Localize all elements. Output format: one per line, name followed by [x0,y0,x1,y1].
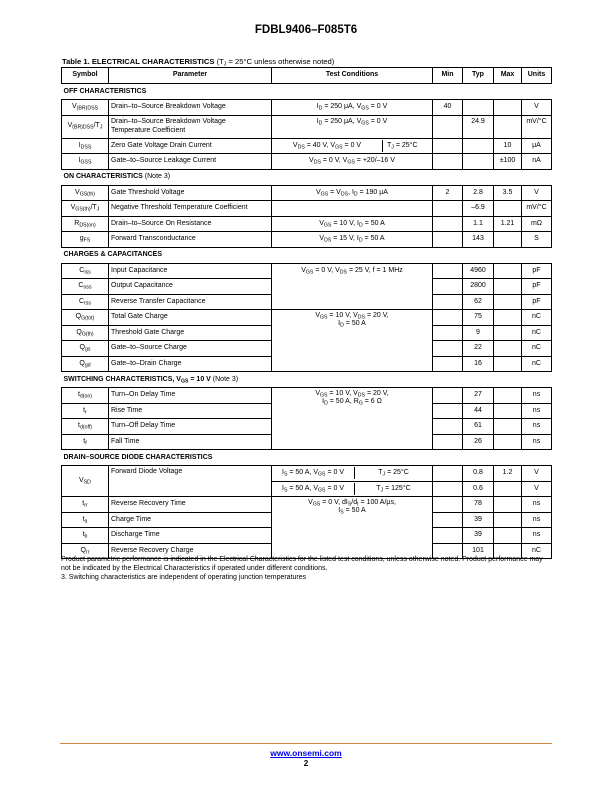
section-title: SWITCHING CHARACTERISTICS, $V_{GS} = 10$ V (Note 3) [63,375,239,385]
table-row [62,216,552,232]
performance-disclaimer: Product parametric performance is indicated in the Electrical Characteristics for the listed test conditions, unless otherwise noted. Product performance may not be indicated by the Electrical Characteristics if operated under different conditions. [61,556,543,572]
min-cell [433,434,463,450]
table-row [62,115,552,138]
typ-cell: 4960 [463,263,494,279]
table-row [62,263,552,279]
typ-cell [463,138,494,154]
typ-cell: 26 [463,434,494,450]
max-cell: 1.2 [494,466,522,482]
col-header-parameter: Parameter [109,68,272,84]
unit-cell: nC [522,543,552,559]
unit-cell: nC [522,310,552,326]
typ-cell: 27 [463,388,494,404]
symbol-cell: $V_{SD}$ [62,466,109,497]
conditions-cell: $V_{GS} = V_{DS}$, $I_D = 190$ μA [272,185,433,201]
max-cell [494,263,522,279]
max-cell [494,419,522,435]
unit-cell: ns [522,497,552,513]
max-cell [494,325,522,341]
typ-cell: 0.6 [463,481,494,497]
unit-cell: pF [522,263,552,279]
table-row [62,497,552,513]
symbol-cell: $V_{(BR)DSS}/T_J$ [62,115,109,138]
parameter-cell: Drain–to–Source Breakdown Voltage Temperature Coefficient [109,115,272,138]
typ-cell: 2800 [463,279,494,295]
parameter-cell: Charge Time [109,512,272,528]
min-cell [433,419,463,435]
conditions-cell: $V_{GS} = 10$ V, $I_D = 50$ A [272,216,433,232]
typ-cell: 78 [463,497,494,513]
parameter-cell: Discharge Time [109,528,272,544]
unit-cell: V [522,185,552,201]
symbol-cell: $V_{GS(th)}$ [62,185,109,201]
conditions-cell: $I_D = 250$ μA, $V_{GS} = 0$ V [272,115,433,138]
unit-cell: ns [522,512,552,528]
notes [61,556,553,582]
conditions-cell [272,466,433,482]
unit-cell: nC [522,341,552,357]
parameter-cell: Forward Diode Voltage [109,466,272,497]
unit-cell: ns [522,419,552,435]
min-cell [433,325,463,341]
symbol-cell: $Q_{gs}$ [62,341,109,357]
col-header-conditions: Test Conditions [272,68,433,84]
unit-cell: V [522,481,552,497]
min-cell [433,138,463,154]
min-cell [433,341,463,357]
symbol-cell: $Q_{rr}$ [62,543,109,559]
symbol-cell: $t_a$ [62,512,109,528]
unit-cell: nC [522,325,552,341]
max-cell [494,497,522,513]
typ-cell [463,154,494,170]
table-row [62,232,552,248]
min-cell [433,310,463,326]
symbol-cell: $Q_{gd}$ [62,356,109,372]
conditions-cell: $I_D = 250$ μA, $V_{GS} = 0$ V [272,100,433,116]
min-cell [433,294,463,310]
typ-cell: 16 [463,356,494,372]
max-cell [494,115,522,138]
parameter-cell: Turn–On Delay Time [109,388,272,404]
max-cell [494,434,522,450]
col-header-max: Max [494,68,522,84]
parameter-cell: Gate–to–Source Charge [109,341,272,357]
max-cell [494,388,522,404]
max-cell: 10 [494,138,522,154]
conditions-cell [272,481,433,497]
symbol-cell: $I_{GSS}$ [62,154,109,170]
unit-cell: mV/°C [522,115,552,138]
section-title: CHARGES & CAPACITANCES [63,251,163,259]
min-cell: 2 [433,185,463,201]
min-cell [433,263,463,279]
section-on [62,169,552,185]
table-row [62,310,552,326]
typ-cell: 9 [463,325,494,341]
conditions-cell: $V_{GS} = 10$ V, $V_{DS} = 20$ V, $I_D = 50$ A, $R_G = 6$ Ω [272,388,433,450]
max-cell [494,403,522,419]
parameter-cell: Turn–Off Delay Time [109,419,272,435]
parameter-cell: Fall Time [109,434,272,450]
typ-cell: 24.9 [463,115,494,138]
symbol-cell: $t_r$ [62,403,109,419]
min-cell [433,232,463,248]
parameter-cell: Forward Transconductance [109,232,272,248]
max-cell [494,294,522,310]
conditions-cell [272,201,433,217]
unit-cell: ns [522,403,552,419]
typ-cell: 39 [463,528,494,544]
footer-link[interactable]: www.onsemi.com [270,748,342,758]
table-caption [62,57,334,66]
typ-cell [463,100,494,116]
unit-cell: pF [522,294,552,310]
electrical-characteristics-table [61,67,552,559]
max-cell: 1.21 [494,216,522,232]
unit-cell: V [522,466,552,482]
parameter-cell: Reverse Recovery Time [109,497,272,513]
typ-cell: 22 [463,341,494,357]
typ-cell: 39 [463,512,494,528]
parameter-cell: Gate Threshold Voltage [109,185,272,201]
symbol-cell: $V_{GS(th)}/T_J$ [62,201,109,217]
col-header-units: Units [522,68,552,84]
parameter-cell: Output Capacitance [109,279,272,295]
parameter-cell: Reverse Transfer Capacitance [109,294,272,310]
parameter-cell: Reverse Recovery Charge [109,543,272,559]
document-title: FDBL9406–F085T6 [254,24,358,36]
conditions-cell: $V_{DS} = 15$ V, $I_D = 50$ A [272,232,433,248]
section-diode [62,450,552,466]
conditions-part: $V_{DS} = 40$ V, $V_{GS} = 0$ V [272,140,383,152]
symbol-cell: $t_f$ [62,434,109,450]
table-row [62,185,552,201]
max-cell [494,232,522,248]
min-cell [433,115,463,138]
unit-cell: pF [522,279,552,295]
max-cell [494,310,522,326]
symbol-cell: $C_{rss}$ [62,294,109,310]
symbol-cell: $g_{FS}$ [62,232,109,248]
min-cell [433,481,463,497]
max-cell [494,279,522,295]
table-row [62,388,552,404]
section-charges [62,247,552,263]
conditions-temp: $T_J = 125^\circ C$ [376,484,411,494]
min-cell [433,279,463,295]
section-title: OFF CHARACTERISTICS [63,87,147,95]
table-row [62,466,552,482]
parameter-cell: Drain–to–Source Breakdown Voltage [109,100,272,116]
unit-cell: ns [522,434,552,450]
conditions-part: $I_S = 50$ A, $V_{GS} = 0$ V [272,467,355,479]
parameter-cell: Rise Time [109,403,272,419]
symbol-cell: $V_{(BR)DSS}$ [62,100,109,116]
caption-note: ($T_J = 25^\circ C$ unless otherwise noted) [216,57,335,68]
parameter-cell: Total Gate Charge [109,310,272,326]
typ-cell: 44 [463,403,494,419]
typ-cell: 2.8 [463,185,494,201]
footer-divider [60,743,552,744]
unit-cell: mV/°C [522,201,552,217]
typ-cell: –6.9 [463,201,494,217]
table-row [62,100,552,116]
unit-cell: nA [522,154,552,170]
max-cell [494,512,522,528]
typ-cell: 143 [463,232,494,248]
symbol-cell: $t_{rr}$ [62,497,109,513]
max-cell [494,100,522,116]
parameter-cell: Gate–to–Drain Charge [109,356,272,372]
typ-cell: 1.1 [463,216,494,232]
symbol-cell: $C_{oss}$ [62,279,109,295]
min-cell [433,388,463,404]
max-cell: ±100 [494,154,522,170]
unit-cell: mΩ [522,216,552,232]
col-header-min: Min [433,68,463,84]
table-row [62,138,552,154]
symbol-cell: $R_{DS(on)}$ [62,216,109,232]
typ-cell: 61 [463,419,494,435]
table-row [62,154,552,170]
conditions-temp: $T_J = 25^\circ C$ [387,141,418,151]
max-cell [494,201,522,217]
max-cell: 3.5 [494,185,522,201]
section-off [62,84,552,100]
symbol-cell: $I_{DSS}$ [62,138,109,154]
symbol-cell: $t_{d(off)}$ [62,419,109,435]
parameter-cell: Zero Gate Voltage Drain Current [109,138,272,154]
symbol-cell: $Q_{G(tot)}$ [62,310,109,326]
symbol-cell: $t_b$ [62,528,109,544]
min-cell [433,497,463,513]
col-header-typ: Typ [463,68,494,84]
max-cell [494,356,522,372]
col-header-symbol: Symbol [62,68,109,84]
section-title: DRAIN–SOURCE DIODE CHARACTERISTICS [63,453,213,461]
caption-title: Table 1. ELECTRICAL CHARACTERISTICS [62,57,215,66]
conditions-temp: $T_J = 25^\circ C$ [378,469,409,478]
section-title: ON CHARACTERISTICS (Note 3) [63,173,171,181]
min-cell [433,356,463,372]
table-row [62,201,552,217]
unit-cell: S [522,232,552,248]
conditions-cell: $V_{DS} = 0$ V, $V_{GS} = +20/-16$ V [272,154,433,170]
typ-cell: 0.8 [463,466,494,482]
min-cell [433,201,463,217]
conditions-cell: $V_{GS} = 0$ V, $dI_S/d_t = 100$ A/μs, $I_S = 50$ A [272,497,433,559]
symbol-cell: $t_{d(on)}$ [62,388,109,404]
parameter-cell: Threshold Gate Charge [109,325,272,341]
max-cell [494,481,522,497]
min-cell [433,528,463,544]
table-header-row [62,68,552,84]
unit-cell: nC [522,356,552,372]
min-cell [433,512,463,528]
min-cell [433,466,463,482]
note-3: 3. Switching characteristics are independent of operating junction temperatures [61,573,307,581]
parameter-cell: Input Capacitance [109,263,272,279]
typ-cell: 101 [463,543,494,559]
typ-cell: 75 [463,310,494,326]
unit-cell: V [522,100,552,116]
conditions-part: $I_S = 50$ A, $V_{GS} = 0$ V [272,483,355,495]
min-cell [433,216,463,232]
min-cell [433,403,463,419]
page-number: 2 [303,759,309,768]
conditions-cell: $V_{GS} = 10$ V, $V_{DS} = 20$ V, $I_D = 50$ A [272,310,433,372]
conditions-cell [272,138,433,154]
unit-cell: ns [522,528,552,544]
max-cell [494,528,522,544]
section-switching [62,372,552,388]
max-cell [494,341,522,357]
symbol-cell: $Q_{G(th)}$ [62,325,109,341]
conditions-cell: $V_{GS} = 0$ V, $V_{DS} = 25$ V, f = 1 MHz [272,263,433,310]
parameter-cell: Drain–to–Source On Resistance [109,216,272,232]
min-cell: 40 [433,100,463,116]
parameter-cell: Negative Threshold Temperature Coefficient [109,201,272,217]
typ-cell: 62 [463,294,494,310]
min-cell [433,154,463,170]
parameter-cell: Gate–to–Source Leakage Current [109,154,272,170]
symbol-cell: $C_{iss}$ [62,263,109,279]
unit-cell: ns [522,388,552,404]
unit-cell: μA [522,138,552,154]
